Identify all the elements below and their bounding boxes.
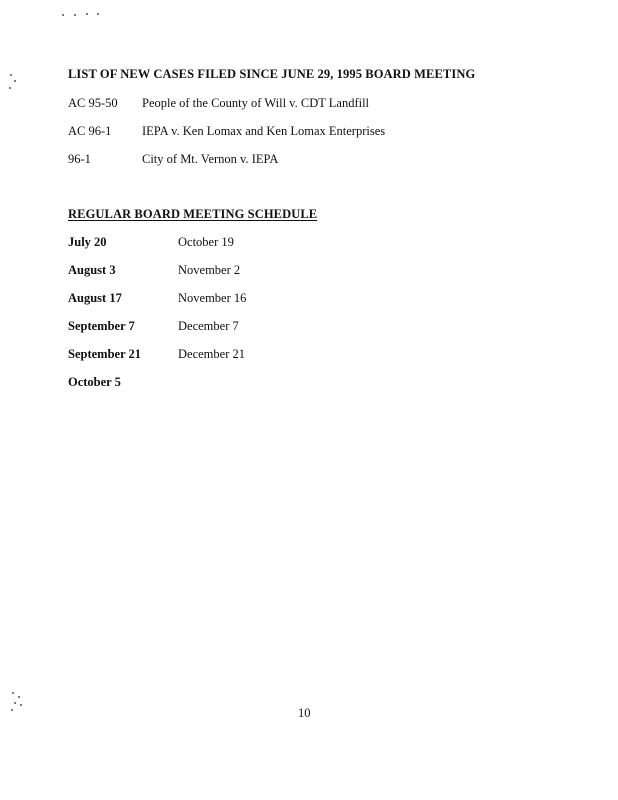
cases-heading: LIST OF NEW CASES FILED SINCE JUNE 29, 1995 BOARD MEETING — [68, 67, 476, 81]
meeting-date: December 7 — [178, 319, 239, 333]
case-title: IEPA v. Ken Lomax and Ken Lomax Enterprises — [142, 124, 386, 138]
schedule-heading: REGULAR BOARD MEETING SCHEDULE — [68, 207, 318, 221]
meeting-date: October 5 — [68, 375, 121, 389]
meeting-date: December 21 — [178, 347, 245, 361]
meeting-date: September 21 — [68, 347, 142, 361]
meeting-date: October 19 — [178, 235, 234, 249]
case-number: 96-1 — [68, 152, 91, 166]
case-number: AC 96-1 — [68, 124, 112, 138]
meeting-date: August 17 — [68, 291, 122, 305]
page-number: 10 — [298, 706, 311, 720]
case-number: AC 95-50 — [68, 96, 118, 110]
case-title: City of Mt. Vernon v. IEPA — [142, 152, 279, 166]
meeting-date: November 16 — [178, 291, 247, 305]
meeting-date: August 3 — [68, 263, 116, 277]
case-title: People of the County of Will v. CDT Landfill — [142, 96, 370, 110]
meeting-date: July 20 — [68, 235, 107, 249]
meeting-date: November 2 — [178, 263, 241, 277]
meeting-date: September 7 — [68, 319, 135, 333]
